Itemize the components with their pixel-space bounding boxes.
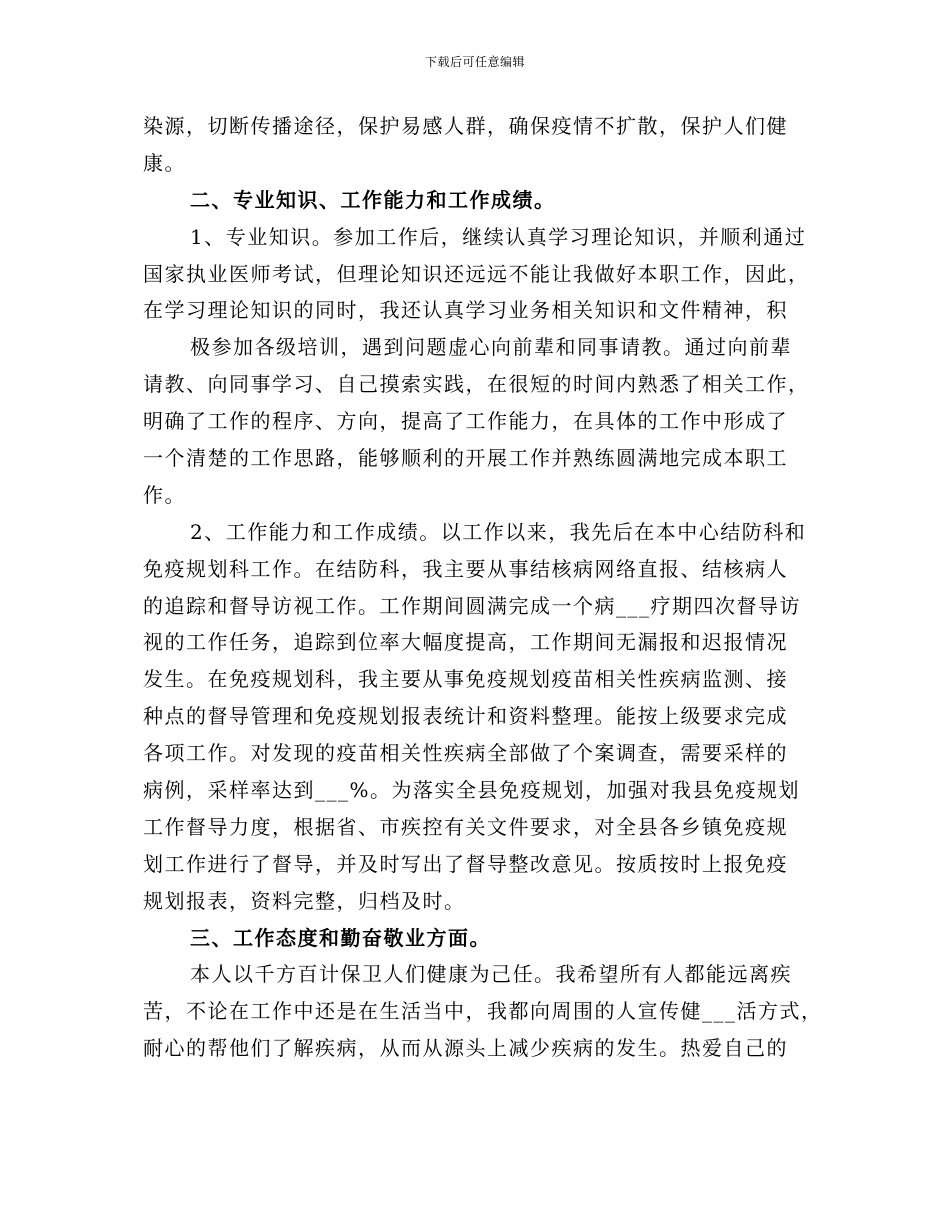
section-heading: 三、工作态度和勤奋敬业方面。 <box>190 925 491 950</box>
text-line: 耐心的帮他们了解疾病，从而从源头上减少疾病的发生。热爱自己的 <box>143 1036 788 1061</box>
text-line: 染源，切断传播途径，保护易感人群，确保疫情不扩散，保护人们健 <box>143 114 788 138</box>
text-line: 免疫规划科工作。在结防科，我主要从事结核病网络直报、结核病人 <box>143 556 788 581</box>
text-line: 在学习理论知识的同时，我还认真学习业务相关知识和文件精神，积 <box>143 298 788 323</box>
text-line: 国家执业医师考试，但理论知识还远远不能让我做好本职工作，因此， <box>143 261 810 286</box>
text-line: 作。 <box>143 482 186 507</box>
text-line: 工作督导力度，根据省、市疾控有关文件要求，对全县各乡镇免疫规 <box>143 814 788 839</box>
text-line: 种点的督导管理和免疫规划报表统计和资料整理。能按上级要求完成 <box>143 704 788 729</box>
text-line: 病例，采样率达到___%。为落实全县免疫规划，加强对我县免疫规划 <box>143 778 801 803</box>
page-header-note: 下载后可任意编辑 <box>424 55 525 69</box>
text-line: 1、专业知识。参加工作后，继续认真学习理论知识，并顺利通过 <box>190 224 807 249</box>
text-line: 各项工作。对发现的疫苗相关性疾病全部做了个案调查，需要采样的 <box>143 741 788 766</box>
text-line: 的追踪和督导访视工作。工作期间圆满完成一个病___疗期四次督导访 <box>143 593 801 618</box>
section-heading: 二、专业知识、工作能力和工作成绩。 <box>190 187 556 212</box>
text-line: 明确了工作的程序、方向，提高了工作能力，在具体的工作中形成了 <box>143 409 788 434</box>
document-body <box>143 108 823 1067</box>
text-line: 极参加各级培训，遇到问题虚心向前辈和同事请教。通过向前辈 <box>190 335 792 360</box>
text-line: 发生。在免疫规划科，我主要从事免疫规划疫苗相关性疾病监测、接 <box>143 667 788 692</box>
text-line: 一个清楚的工作思路，能够顺利的开展工作并熟练圆满地完成本职工 <box>143 446 788 471</box>
text-line: 规划报表，资料完整，归档及时。 <box>143 888 466 913</box>
text-line: 2、工作能力和工作成绩。以工作以来，我先后在本中心结防科和 <box>190 519 807 544</box>
text-line: 苦，不论在工作中还是在生活当中，我都向周围的人宣传健___活方式， <box>143 999 823 1024</box>
text-line: 划工作进行了督导，并及时写出了督导整改意见。按质按时上报免疫 <box>143 851 788 876</box>
text-line: 请教、向同事学习、自己摸索实践，在很短的时间内熟悉了相关工作， <box>143 372 810 397</box>
text-line: 本人以千方百计保卫人们健康为己任。我希望所有人都能远离疾 <box>190 962 792 987</box>
text-line: 康。 <box>143 150 186 175</box>
text-line: 视的工作任务，追踪到位率大幅度提高，工作期间无漏报和迟报情况 <box>143 630 788 655</box>
